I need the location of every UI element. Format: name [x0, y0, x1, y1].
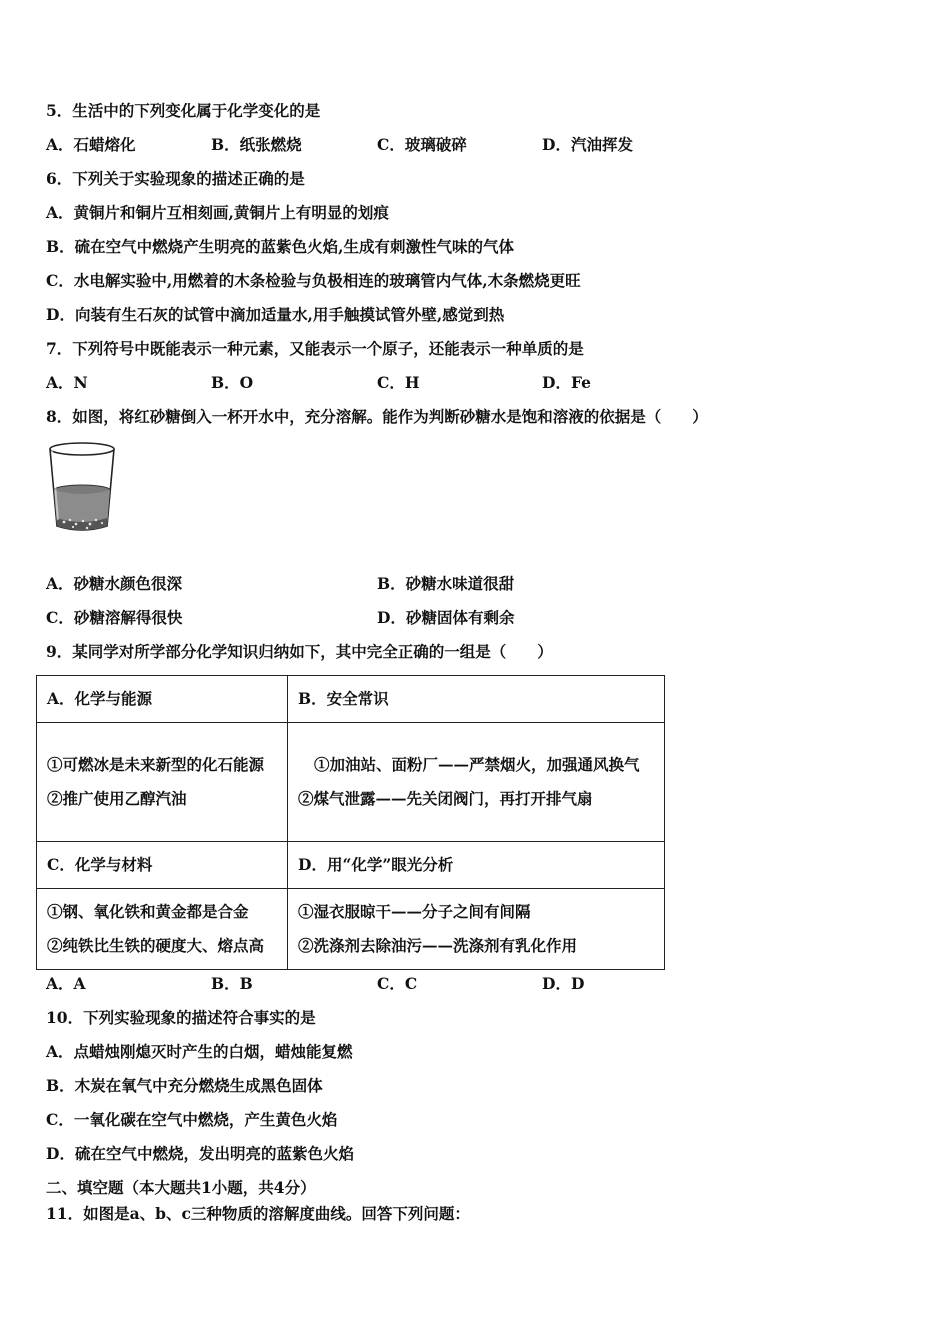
- q10-option-b: B．木炭在氧气中充分燃烧生成黑色固体: [46, 1076, 323, 1095]
- table-a-item-1: ①可燃冰是未来新型的化石能源: [47, 755, 265, 774]
- q11-stem: 11．如图是a、b、c三种物质的溶解度曲线。回答下列问题：: [46, 1204, 470, 1223]
- table-cell-c-head: C．化学与材料: [37, 842, 288, 889]
- q9-option-c: C．C: [377, 974, 418, 993]
- q10-option-a: A．点蜡烛刚熄灭时产生的白烟，蜡烛能复燃: [46, 1042, 353, 1061]
- table-a-item-2: ②推广使用乙醇汽油: [47, 789, 187, 808]
- q9-option-b: B．B: [211, 974, 253, 993]
- table-c-item-1: ①钢、氧化铁和黄金都是合金: [47, 902, 249, 921]
- q5-option-a: A．石蜡熔化: [46, 135, 136, 154]
- q10-option-d: D．硫在空气中燃烧，发出明亮的蓝紫色火焰: [46, 1144, 354, 1163]
- q5-option-c: C．玻璃破碎: [377, 135, 467, 154]
- q7-option-c: C．H: [377, 373, 420, 392]
- table-c-item-2: ②纯铁比生铁的硬度大、熔点高: [47, 936, 265, 955]
- q8-option-b: B．砂糖水味道很甜: [377, 574, 515, 593]
- q6-option-c: C．水电解实验中,用燃着的木条检验与负极相连的玻璃管内气体,木条燃烧更旺: [46, 271, 581, 290]
- q8-option-d: D．砂糖固体有剩余: [377, 608, 515, 627]
- table-b-item-2: ②煤气泄露——先关闭阀门，再打开排气扇: [298, 789, 593, 808]
- table-b-item-1: ①加油站、面粉厂——严禁烟火，加强通风换气: [314, 755, 640, 774]
- q8-option-c: C．砂糖溶解得很快: [46, 608, 183, 627]
- q6-stem: 6．下列关于实验现象的描述正确的是: [46, 169, 305, 188]
- q6-option-d: D．向装有生石灰的试管中滴加适量水,用手触摸试管外壁,感觉到热: [46, 305, 505, 324]
- q7-option-b: B．O: [211, 373, 254, 392]
- q9-knowledge-table: [36, 675, 665, 970]
- table-cell-d-head: D．用“化学”眼光分析: [288, 842, 665, 889]
- q9-stem: 9．某同学对所学部分化学知识归纳如下，其中完全正确的一组是（ ）: [46, 642, 553, 661]
- table-cell-a-body: [37, 723, 288, 842]
- q5-option-d: D．汽油挥发: [542, 135, 633, 154]
- section-2-title: 二、填空题（本大题共1小题，共4分）: [46, 1178, 316, 1197]
- q9-option-d: D．D: [542, 974, 585, 993]
- q10-option-c: C．一氧化碳在空气中燃烧，产生黄色火焰: [46, 1110, 338, 1129]
- q7-stem: 7．下列符号中既能表示一种元素，又能表示一个原子，还能表示一种单质的是: [46, 339, 584, 358]
- q8-option-a: A．砂糖水颜色很深: [46, 574, 183, 593]
- q6-option-b: B．硫在空气中燃烧产生明亮的蓝紫色火焰,生成有刺激性气味的气体: [46, 237, 514, 256]
- q8-stem: 8．如图，将红砂糖倒入一杯开水中，充分溶解。能作为判断砂糖水是饱和溶液的依据是（ ）: [46, 407, 708, 426]
- q5-stem: 5．生活中的下列变化属于化学变化的是: [46, 101, 321, 120]
- q10-stem: 10．下列实验现象的描述符合事实的是: [46, 1008, 316, 1027]
- table-cell-b-head: B．安全常识: [288, 676, 665, 723]
- q9-option-a: A．A: [46, 974, 86, 993]
- q5-option-b: B．纸张燃烧: [211, 135, 302, 154]
- beaker-icon: [46, 440, 118, 536]
- q7-option-a: A．N: [46, 373, 88, 392]
- q7-option-d: D．Fe: [542, 373, 591, 392]
- q6-option-a: A．黄铜片和铜片互相刻画,黄铜片上有明显的划痕: [46, 203, 389, 222]
- table-cell-a-head: A．化学与能源: [37, 676, 288, 723]
- table-cell-b-body: [288, 723, 665, 842]
- table-cell-c-body: [37, 889, 288, 970]
- table-cell-d-body: [288, 889, 665, 970]
- table-d-item-1: ①湿衣服晾干——分子之间有间隔: [298, 902, 531, 921]
- table-d-item-2: ②洗涤剂去除油污——洗涤剂有乳化作用: [298, 936, 578, 955]
